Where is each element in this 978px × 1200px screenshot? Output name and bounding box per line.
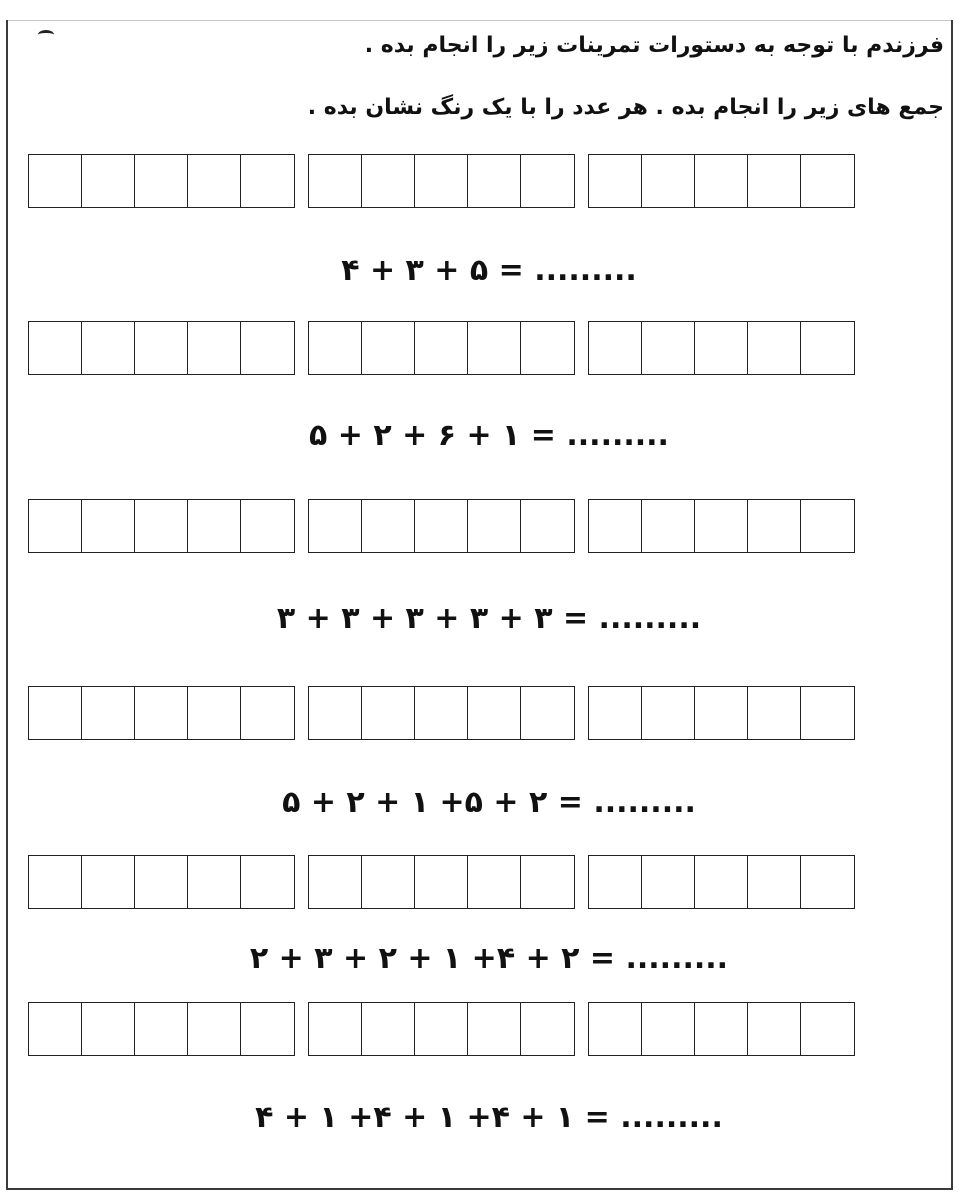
color-box[interactable] — [309, 856, 362, 908]
box-group — [308, 321, 575, 375]
color-box[interactable] — [415, 687, 468, 739]
color-box[interactable] — [468, 500, 521, 552]
box-group — [28, 686, 295, 740]
color-box[interactable] — [241, 1003, 294, 1055]
color-box[interactable] — [801, 856, 854, 908]
color-box[interactable] — [695, 322, 748, 374]
instruction-line-1: فرزندم با توجه به دستورات تمرینات زیر را انجام بده . — [364, 33, 944, 58]
color-box[interactable] — [29, 1003, 82, 1055]
color-box[interactable] — [135, 856, 188, 908]
color-box[interactable] — [415, 155, 468, 207]
color-box[interactable] — [801, 155, 854, 207]
box-group — [588, 154, 855, 208]
color-box[interactable] — [362, 856, 415, 908]
color-box[interactable] — [362, 500, 415, 552]
color-box[interactable] — [82, 687, 135, 739]
color-box[interactable] — [642, 1003, 695, 1055]
color-box[interactable] — [748, 687, 801, 739]
box-row-6 — [28, 1002, 855, 1056]
box-group — [588, 1002, 855, 1056]
color-box[interactable] — [589, 322, 642, 374]
box-group — [28, 1002, 295, 1056]
box-group — [588, 855, 855, 909]
color-box[interactable] — [642, 856, 695, 908]
box-group — [28, 154, 295, 208]
box-group — [28, 499, 295, 553]
color-box[interactable] — [188, 155, 241, 207]
color-box[interactable] — [642, 322, 695, 374]
color-box[interactable] — [695, 155, 748, 207]
color-box[interactable] — [29, 856, 82, 908]
color-box[interactable] — [82, 322, 135, 374]
equation-4: ۵ + ۲ + ۱ +۵ + ۲ = ......... — [282, 785, 696, 820]
color-box[interactable] — [748, 155, 801, 207]
color-box[interactable] — [521, 687, 574, 739]
color-box[interactable] — [748, 856, 801, 908]
color-box[interactable] — [135, 687, 188, 739]
box-group — [588, 499, 855, 553]
color-box[interactable] — [521, 856, 574, 908]
box-group — [308, 499, 575, 553]
color-box[interactable] — [695, 687, 748, 739]
box-row-5 — [28, 855, 855, 909]
color-box[interactable] — [188, 500, 241, 552]
color-box[interactable] — [415, 322, 468, 374]
color-box[interactable] — [188, 687, 241, 739]
color-box[interactable] — [135, 500, 188, 552]
color-box[interactable] — [362, 322, 415, 374]
box-group — [308, 855, 575, 909]
color-box[interactable] — [589, 1003, 642, 1055]
color-box[interactable] — [415, 1003, 468, 1055]
color-box[interactable] — [468, 1003, 521, 1055]
color-box[interactable] — [642, 155, 695, 207]
color-box[interactable] — [29, 322, 82, 374]
color-box[interactable] — [188, 856, 241, 908]
color-box[interactable] — [82, 856, 135, 908]
box-group — [308, 154, 575, 208]
color-box[interactable] — [241, 155, 294, 207]
color-box[interactable] — [801, 322, 854, 374]
color-box[interactable] — [82, 1003, 135, 1055]
color-box[interactable] — [82, 155, 135, 207]
color-box[interactable] — [468, 322, 521, 374]
color-box[interactable] — [589, 155, 642, 207]
equation-5: ۲ + ۳ + ۲ + ۱ +۴ + ۲ = ......... — [249, 941, 729, 976]
color-box[interactable] — [415, 856, 468, 908]
box-group — [28, 855, 295, 909]
color-box[interactable] — [748, 500, 801, 552]
box-row-4 — [28, 686, 855, 740]
color-box[interactable] — [642, 500, 695, 552]
color-box[interactable] — [188, 1003, 241, 1055]
color-box[interactable] — [241, 687, 294, 739]
color-box[interactable] — [415, 500, 468, 552]
equation-3: ۳ + ۳ + ۳ + ۳ + ۳ = ......... — [276, 601, 702, 636]
equation-1: ۴ + ۳ + ۵ = ......... — [341, 253, 637, 288]
color-box[interactable] — [309, 500, 362, 552]
color-box[interactable] — [82, 500, 135, 552]
color-box[interactable] — [241, 856, 294, 908]
box-row-1 — [28, 154, 855, 208]
pen-mark — [38, 30, 54, 39]
color-box[interactable] — [309, 155, 362, 207]
color-box[interactable] — [589, 500, 642, 552]
box-group — [588, 321, 855, 375]
equation-2: ۵ + ۲ + ۶ + ۱ = ......... — [309, 418, 669, 453]
color-box[interactable] — [801, 687, 854, 739]
color-box[interactable] — [29, 155, 82, 207]
color-box[interactable] — [188, 322, 241, 374]
color-box[interactable] — [29, 687, 82, 739]
equation-6: ۴ + ۱ +۴ + ۱ +۴ + ۱ = ......... — [255, 1100, 723, 1135]
color-box[interactable] — [801, 1003, 854, 1055]
color-box[interactable] — [468, 155, 521, 207]
color-box[interactable] — [362, 155, 415, 207]
color-box[interactable] — [748, 322, 801, 374]
box-row-2 — [28, 321, 855, 375]
color-box[interactable] — [589, 856, 642, 908]
color-box[interactable] — [362, 687, 415, 739]
color-box[interactable] — [695, 1003, 748, 1055]
box-group — [308, 1002, 575, 1056]
color-box[interactable] — [521, 1003, 574, 1055]
color-box[interactable] — [642, 687, 695, 739]
color-box[interactable] — [521, 155, 574, 207]
color-box[interactable] — [135, 155, 188, 207]
color-box[interactable] — [241, 500, 294, 552]
box-group — [308, 686, 575, 740]
color-box[interactable] — [748, 1003, 801, 1055]
color-box[interactable] — [521, 322, 574, 374]
color-box[interactable] — [135, 322, 188, 374]
color-box[interactable] — [29, 500, 82, 552]
color-box[interactable] — [241, 322, 294, 374]
color-box[interactable] — [468, 856, 521, 908]
color-box[interactable] — [801, 500, 854, 552]
box-group — [28, 321, 295, 375]
instruction-line-2: جمع های زیر را انجام بده . هر عدد را با یک رنگ نشان بده . — [307, 95, 944, 120]
color-box[interactable] — [695, 856, 748, 908]
box-row-3 — [28, 499, 855, 553]
color-box[interactable] — [309, 322, 362, 374]
color-box[interactable] — [589, 687, 642, 739]
color-box[interactable] — [309, 687, 362, 739]
color-box[interactable] — [362, 1003, 415, 1055]
color-box[interactable] — [521, 500, 574, 552]
color-box[interactable] — [309, 1003, 362, 1055]
color-box[interactable] — [695, 500, 748, 552]
box-group — [588, 686, 855, 740]
color-box[interactable] — [135, 1003, 188, 1055]
color-box[interactable] — [468, 687, 521, 739]
